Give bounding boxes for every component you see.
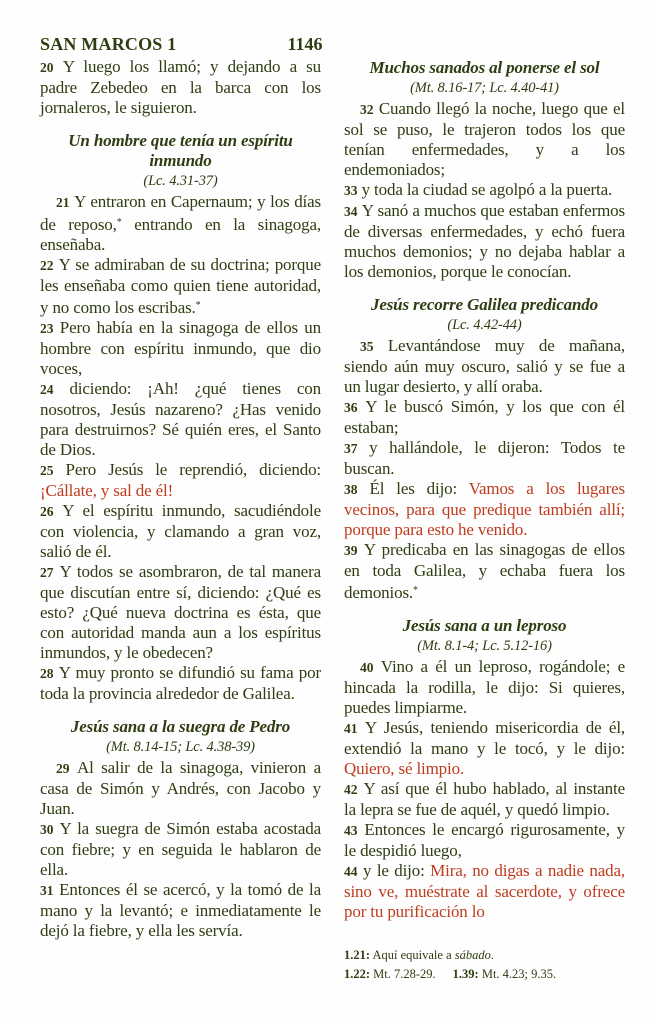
- verse-number: 24: [40, 382, 54, 397]
- verse-text: Vino a él un leproso, rogándole; e hincada la rodilla, le dijo: Si quieres, puedes limpiarme.: [344, 657, 625, 717]
- section-parallel-ref: (Mt. 8.14-15; Lc. 4.38-39): [106, 739, 255, 755]
- section-heading: [42, 717, 319, 757]
- footnote-text: .: [490, 948, 494, 962]
- verse-text: Y le buscó Simón, y los que con él estaban;: [344, 397, 625, 437]
- jesus-words: Vamos a los lugares vecinos, para que predique también allí; porque para esto he venido.: [344, 479, 625, 539]
- footnote: [344, 946, 625, 965]
- verse-35: [344, 336, 625, 397]
- verse-number: 28: [40, 666, 54, 681]
- verse-40: [344, 657, 625, 718]
- section-title: Jesús sana a la suegra de Pedro: [70, 717, 291, 736]
- footnote-text: Aquí equivale a: [370, 948, 455, 962]
- section-parallel-ref: (Mt. 8.1-4; Lc. 5.12-16): [417, 638, 552, 654]
- verse-number: 42: [344, 782, 358, 797]
- verse-text: Y Jesús, teniendo misericordia de él, extendió la mano y le tocó, y le dijo:: [344, 718, 625, 758]
- verse-number: 37: [344, 441, 358, 456]
- verse-43: [344, 820, 625, 861]
- section-title: Jesús recorre Galilea predicando: [370, 295, 599, 314]
- verse-number: 27: [40, 565, 54, 580]
- verse-31: [40, 880, 321, 941]
- section-heading: [42, 131, 319, 191]
- reference-mark: *: [195, 300, 201, 311]
- verse-text: diciendo: ¡Ah! ¿qué tienes con nosotros, Jesús nazareno? ¿Has venido para destruirnos? Sé quién eres, el Santo de Dios.: [40, 379, 321, 459]
- footnote-text: 1.22:: [344, 967, 371, 981]
- verse-number: 41: [344, 721, 358, 736]
- jesus-words: Quiero, sé limpio.: [344, 759, 465, 778]
- verse-text: y toda la ciudad se agolpó a la puerta.: [361, 180, 613, 199]
- text-columns: [40, 57, 626, 984]
- reference-mark: *: [116, 217, 122, 228]
- section-parallel-ref: (Mt. 8.16-17; Lc. 4.40-41): [410, 80, 559, 96]
- jesus-words: ¡Cállate, y sal de él!: [40, 481, 174, 500]
- verse-number: 44: [344, 864, 358, 879]
- verse-number: 38: [344, 482, 358, 497]
- verse-22: [40, 255, 321, 318]
- verse-28: [40, 663, 321, 704]
- section-heading: [346, 616, 623, 656]
- verse-number: 20: [40, 60, 54, 75]
- right-column: [344, 57, 625, 984]
- verse-text: Y la suegra de Simón estaba acostada con fiebre; y en seguida le hablaron de ella.: [40, 819, 321, 879]
- reference-mark: *: [413, 585, 419, 596]
- left-column: [40, 57, 321, 984]
- verse-text: Y todos se asombraron, de tal manera que discutían entre sí, diciendo: ¿Qué es esto? ¿Qué nueva doctrina es ésta, que con autoridad manda aun a los espíritus inmundos, y le obedecen?: [40, 562, 321, 662]
- verse-number: 40: [360, 660, 374, 675]
- footnote-text: 1.21:: [344, 948, 371, 962]
- verse-text: Y luego los llamó; y dejando a su padre Zebedeo en la barca con los jornaleros, le siguieron.: [40, 57, 321, 117]
- verse-text: Y el espíritu inmundo, sacudiéndole con violencia, y clamando a gran voz, salió de él.: [40, 501, 321, 561]
- verse-44: [344, 861, 625, 922]
- verse-number: 32: [360, 102, 374, 117]
- footnote: [344, 965, 625, 984]
- verse-33: [344, 180, 625, 201]
- verse-29: [40, 758, 321, 819]
- section-title: Jesús sana a un leproso: [402, 616, 567, 635]
- verse-30: [40, 819, 321, 880]
- footnotes: [344, 946, 625, 984]
- section-title: Muchos sanados al ponerse el sol: [369, 58, 600, 77]
- verse-text: Y se admiraban de su doctrina; porque les enseñaba como quien tiene autoridad, y no como los escribas.: [40, 255, 321, 317]
- verse-text: Y predicaba en las sinagogas de ellos en toda Galilea, y echaba fuera los demonios.: [344, 540, 625, 602]
- verse-number: 36: [344, 400, 358, 415]
- verse-32: [344, 99, 625, 180]
- verse-38: [344, 479, 625, 540]
- section-heading: [346, 295, 623, 335]
- verse-number: 23: [40, 321, 54, 336]
- verse-37: [344, 438, 625, 479]
- book-chapter-title: SAN MARCOS 1: [40, 34, 177, 54]
- verse-42: [344, 779, 625, 820]
- verse-25: [40, 460, 321, 501]
- verse-21: [40, 192, 321, 255]
- verse-41: [344, 718, 625, 779]
- footnote-text: sábado: [454, 948, 491, 962]
- verse-number: 43: [344, 823, 358, 838]
- verse-text: y hallándole, le dijeron: Todos te buscan.: [344, 438, 626, 478]
- verse-text: Y muy pronto se difundió su fama por toda la provincia alrededor de Galilea.: [40, 663, 321, 703]
- page-number: 1146: [287, 34, 323, 54]
- verse-text: Al salir de la sinagoga, vinieron a casa de Simón y Andrés, con Jacobo y Juan.: [40, 758, 321, 818]
- verse-number: 35: [360, 339, 374, 354]
- section-parallel-ref: (Lc. 4.31-37): [143, 173, 218, 189]
- jesus-words: Mira, no digas a nadie nada, sino ve, muéstrate al sacerdote, y ofrece por tu purificación lo: [344, 861, 625, 921]
- section-heading: [346, 58, 623, 98]
- verse-number: 30: [40, 822, 54, 837]
- verse-36: [344, 397, 625, 438]
- verse-text: Pero Jesús le reprendió, diciendo:: [65, 460, 321, 479]
- verse-27: [40, 562, 321, 663]
- verse-text: Entonces él se acercó, y la tomó de la mano y la levantó; e inmediatamente le dejó la fiebre, y ella les servía.: [40, 880, 321, 940]
- verse-text: Entonces le encargó rigurosamente, y le despidió luego,: [344, 820, 625, 860]
- verse-text: entrando en la sinagoga, enseñaba.: [40, 215, 321, 254]
- verse-text: Pero había en la sinagoga de ellos un hombre con espíritu inmundo, que dio voces,: [40, 318, 321, 378]
- footnote-text: Mt. 4.23; 9.35.: [478, 967, 557, 981]
- verse-number: 39: [344, 543, 358, 558]
- footnote-text: 1.39:: [452, 967, 479, 981]
- verse-number: 21: [56, 195, 70, 210]
- verse-text: Cuando llegó la noche, luego que el sol se puso, le trajeron todos los que tenían enfermedades, y a los endemoniados;: [344, 99, 625, 179]
- footnote-text: Mt. 7.28-29.: [370, 967, 436, 981]
- verse-20: [40, 57, 321, 118]
- verse-39: [344, 540, 625, 603]
- verse-number: 25: [40, 463, 54, 478]
- verse-34: [344, 201, 625, 282]
- verse-text: Y entraron en Capernaum; y los días de reposo,: [40, 192, 321, 234]
- verse-26: [40, 501, 321, 562]
- verse-text: y le dijo:: [362, 861, 431, 880]
- verse-number: 33: [344, 183, 358, 198]
- verse-24: [40, 379, 321, 460]
- verse-text: Y así que él hubo hablado, al instante la lepra se fue de aquél, y quedó limpio.: [344, 779, 625, 819]
- verse-number: 26: [40, 504, 54, 519]
- verse-number: 31: [40, 883, 54, 898]
- verse-23: [40, 318, 321, 379]
- verse-text: Él les dijo:: [369, 479, 469, 498]
- section-parallel-ref: (Lc. 4.42-44): [447, 317, 522, 333]
- verse-text: Y sanó a muchos que estaban enfermos de diversas enfermedades, y echó fuera muchos demonios; y no dejaba hablar a los demonios, porque le conocían.: [344, 201, 625, 281]
- verse-text: Levantándose muy de mañana, siendo aún muy oscuro, salió y se fue a un lugar desierto, y allí oraba.: [344, 336, 625, 396]
- section-title: Un hombre que tenía un espíritu inmundo: [68, 131, 293, 170]
- verse-number: 22: [40, 258, 54, 273]
- verse-number: 29: [56, 761, 70, 776]
- page-header: [40, 34, 626, 55]
- verse-number: 34: [344, 204, 358, 219]
